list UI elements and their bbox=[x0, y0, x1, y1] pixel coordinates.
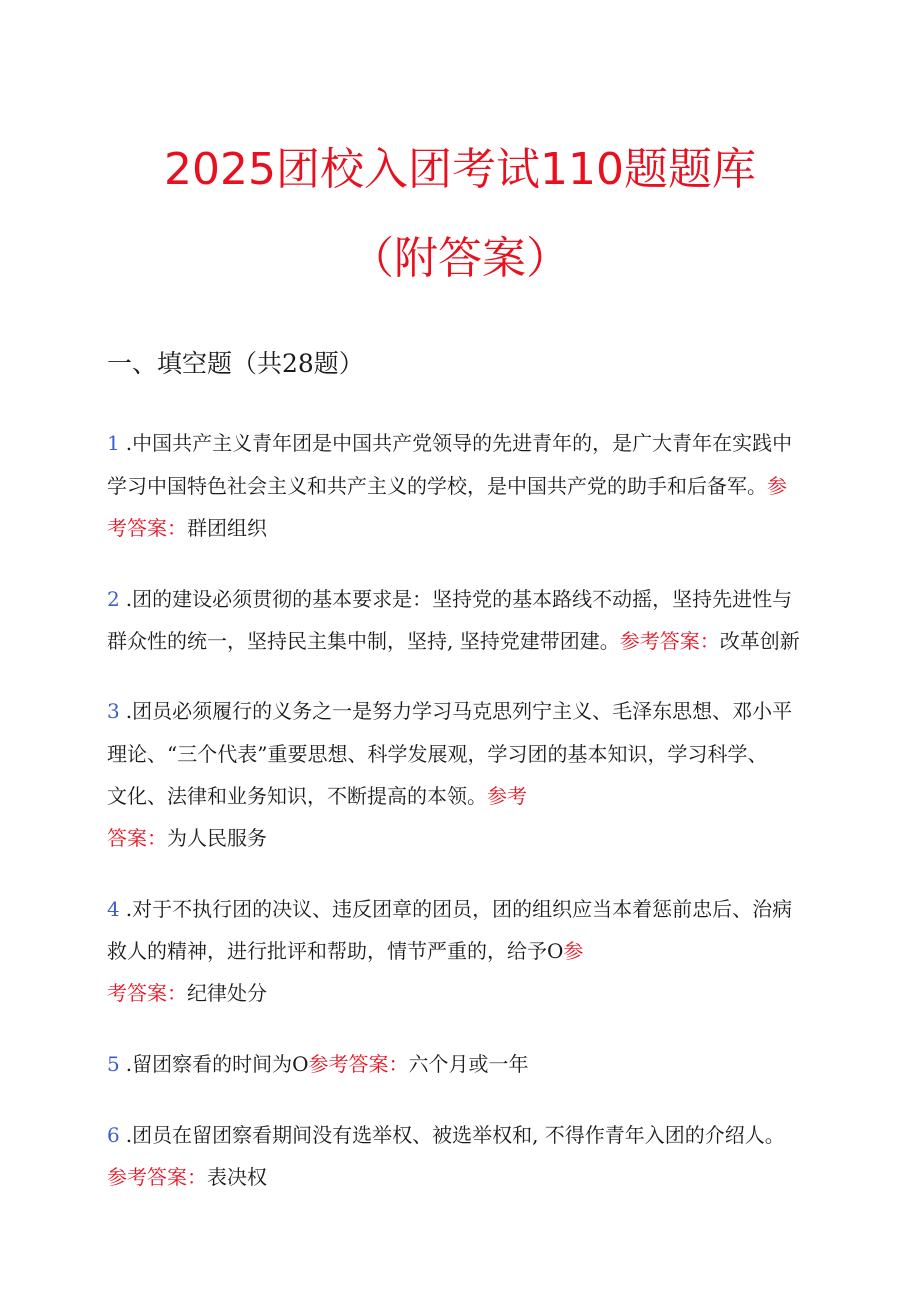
question-3-answer bbox=[107, 824, 267, 852]
question-6-answer bbox=[107, 1163, 267, 1191]
question-4-line-2: 救人的精神，进行批评和帮助，情节严重的，给予O参 bbox=[107, 939, 584, 963]
question-3-line-3: 文化、法律和业务知识，不断提高的本领。参考 bbox=[107, 784, 527, 808]
question-6-line-1: 6 .团员在留团察看期间没有选举权、被选举权和, 不得作青年入团的介绍人。 bbox=[107, 1123, 785, 1147]
answer-label: 考答案： bbox=[107, 516, 187, 540]
question-2-line-1: 2 .团的建设必须贯彻的基本要求是：坚持党的基本路线不动摇，坚持先进性与 bbox=[107, 587, 793, 611]
question-number: 6 bbox=[107, 1123, 120, 1147]
document-title: 2025团校入团考试110题题库 bbox=[164, 144, 756, 195]
question-4-line-1: 4 .对于不执行团的决议、违反团章的团员，团的组织应当本着惩前忠后、治病 bbox=[107, 897, 793, 921]
answer-text: 六个月或一年 bbox=[408, 1052, 529, 1076]
question-1-line-1: 1 .中国共产主义青年团是中国共产党领导的先进青年的，是广大青年在实践中 bbox=[107, 431, 793, 455]
question-number: 2 bbox=[107, 587, 120, 611]
answer-text: 表决权 bbox=[207, 1165, 267, 1189]
question-number: 5 bbox=[107, 1052, 120, 1076]
question-number: 3 bbox=[107, 699, 120, 723]
question-4-answer bbox=[107, 979, 267, 1007]
question-1-line-2: 学习中国特色社会主义和共产主义的学校，是中国共产党的助手和后备军。参 bbox=[107, 474, 787, 498]
document-subtitle: （附答案） bbox=[350, 233, 570, 284]
question-5-line-1: 5 .留团察看的时间为O参考答案：六个月或一年 bbox=[107, 1052, 529, 1076]
question-number: 1 bbox=[107, 431, 120, 455]
answer-text: 群团组织 bbox=[187, 516, 267, 540]
question-2-answer: 群众性的统一，坚持民主集中制，坚持, 坚持党建带团建。参考答案：改革创新 bbox=[107, 629, 800, 653]
answer-text: 改革创新 bbox=[719, 629, 800, 653]
section-heading: 一、填空题（共28题） bbox=[107, 349, 364, 378]
answer-label: 答案： bbox=[107, 826, 167, 850]
answer-label: 参考答案： bbox=[308, 1052, 409, 1076]
answer-label: 参考答案： bbox=[107, 1165, 207, 1189]
answer-text: 为人民服务 bbox=[167, 826, 267, 850]
question-3-line-1: 3 .团员必须履行的义务之一是努力学习马克思列宁主义、毛泽东思想、邓小平 bbox=[107, 699, 793, 723]
answer-label: 参考答案： bbox=[619, 629, 720, 653]
question-number: 4 bbox=[107, 897, 120, 921]
question-1-answer bbox=[107, 514, 267, 542]
answer-label: 考答案： bbox=[107, 981, 187, 1005]
answer-text: 纪律处分 bbox=[187, 981, 267, 1005]
question-3-line-2: 理论、“三个代表”重要思想、科学发展观，学习团的基本知识，学习科学、 bbox=[107, 742, 768, 766]
